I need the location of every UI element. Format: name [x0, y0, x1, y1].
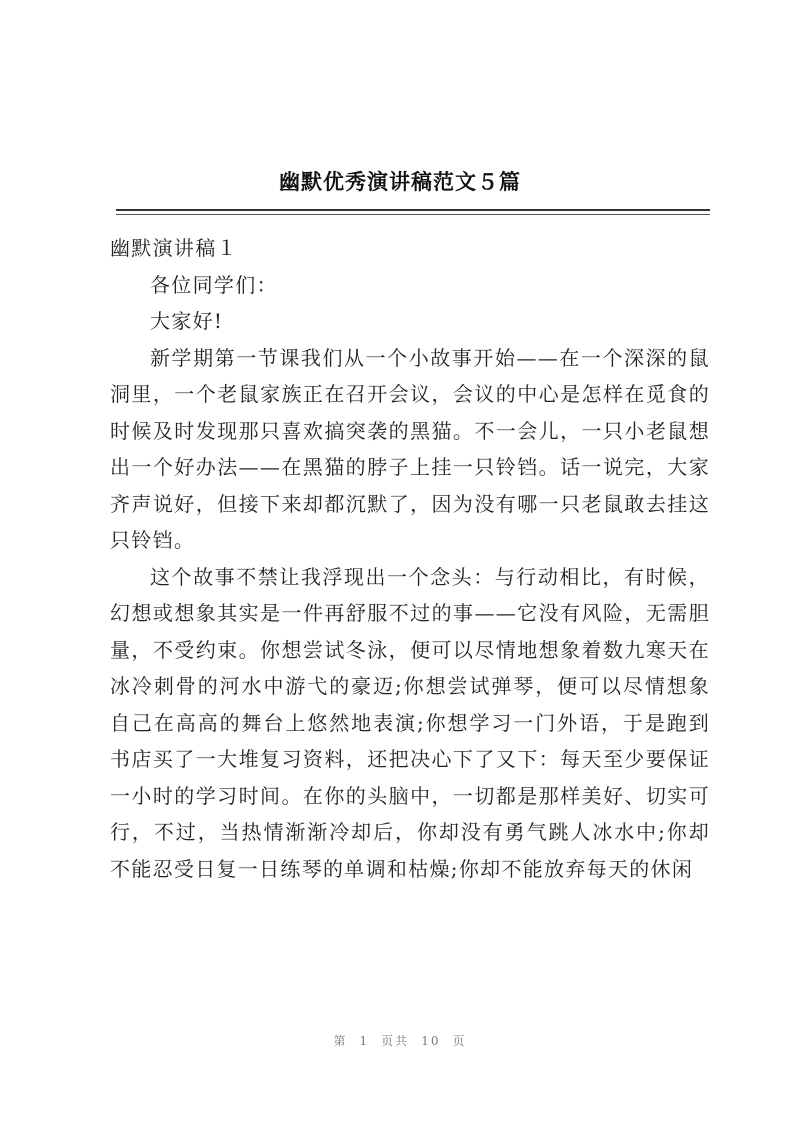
- footer-current-page: 1: [359, 1034, 370, 1048]
- paragraph-reflection: 这个故事不禁让我浮现出一个念头：与行动相比，有时候，幻想或想象其实是一件再舒服不过的事——它没有风险，无需胆量，不受约束。你想尝试冬泳，便可以尽情地想象着数九寒天在冰冷刺骨的河水中游弋的豪迈;你想尝试弹琴，便可以尽情想象自己在高高的舞台上悠然地表演;你想学习一门外语，于是跑到书店买了一大堆复习资料，还把决心下了又下：每天至少要保证一小时的学习时间。在你的头脑中，一切都是那样美好、切实可行，不过，当热情渐渐冷却后，你却没有勇气跳人冰水中;你却不能忍受日复一日练琴的单调和枯燥;你却不能放弃每天的休闲: [110, 564, 710, 881]
- paragraph-greeting: 大家好!: [150, 309, 224, 333]
- page-footer: [0, 1032, 800, 1049]
- document-title: 幽默优秀演讲稿范文５篇: [279, 169, 521, 194]
- section-heading: 幽默演讲稿１: [110, 236, 238, 260]
- footer-middle: 页共: [381, 1034, 410, 1048]
- footer-prefix: 第: [333, 1034, 348, 1048]
- document-body: [110, 230, 710, 887]
- title-divider-thin: [116, 214, 710, 215]
- footer-suffix: 页: [452, 1034, 467, 1048]
- paragraph-salutation: 各位同学们：: [150, 272, 278, 297]
- footer-total-pages: 10: [421, 1034, 441, 1048]
- title-divider: [116, 209, 710, 211]
- paragraph-story: 新学期第一节课我们从一个小故事开始——在一个深深的鼠洞里，一个老鼠家族正在召开会议，会议的中心是怎样在觅食的时候及时发现那只喜欢搞突袭的黑猫。不一会儿，一只小老鼠想出一个好办法——在黑猫的脖子上挂一只铃铛。话一说完，大家齐声说好，但接下来却都沉默了，因为没有哪一只老鼠敢去挂这只铃铛。: [110, 345, 710, 552]
